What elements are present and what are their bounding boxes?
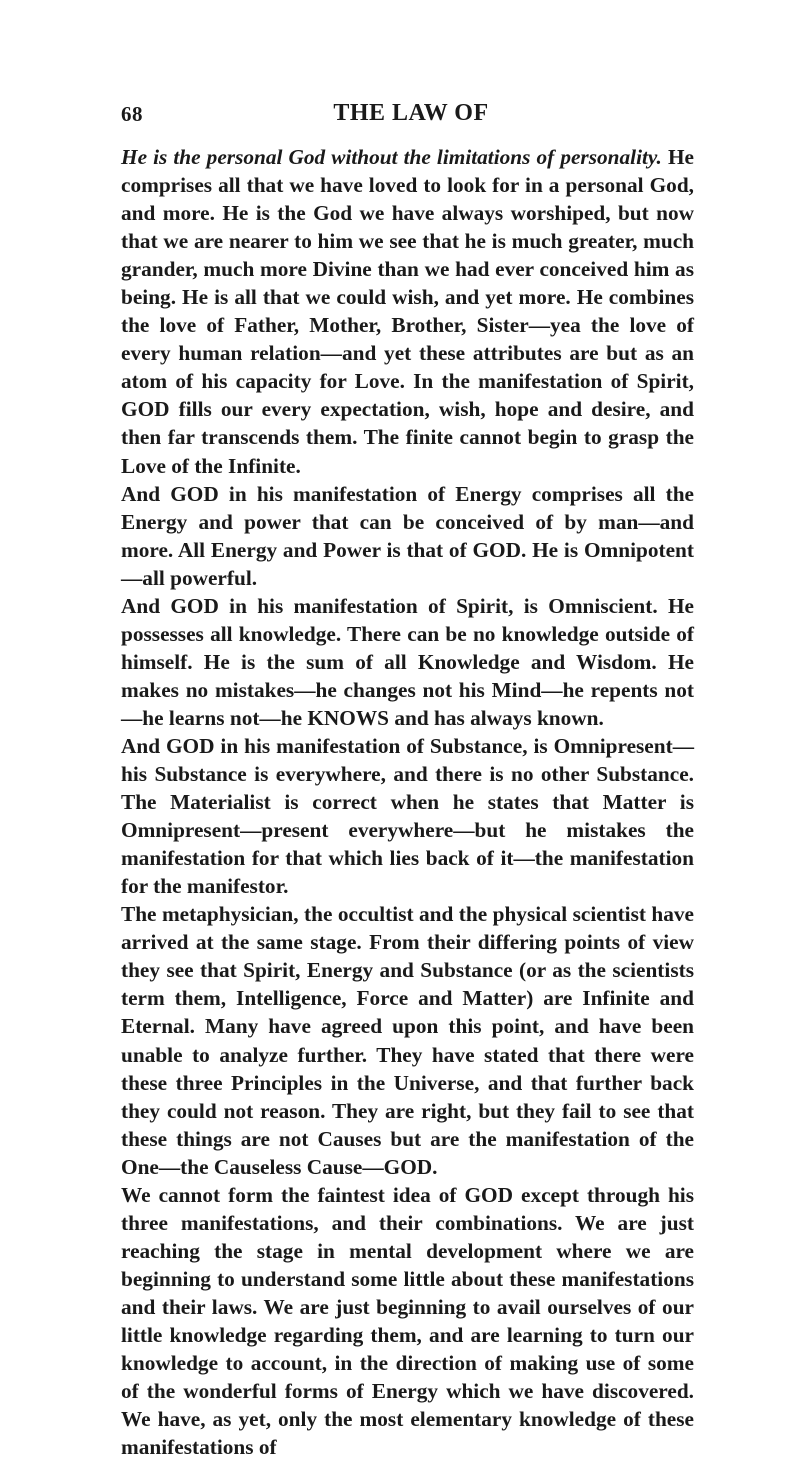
paragraph: We cannot form the faintest idea of GOD except through his three manifestations, and their combinations. We are just reaching the stage in mental development where we are beginning to understand some little about these manifestations and their laws. We are just beginning to avail ourselves of our little knowledge regarding them, and are learning to turn our knowledge to account, in the direction of making use of some of the wonderful forms of Energy which we have discovered. We have, as yet, only the most elementary knowledge of these manifestations of — [121, 1182, 694, 1460]
page-number: 68 — [121, 102, 143, 126]
paragraph: And GOD in his manifestation of Energy comprises all the Energy and power that can be conceived of by man—and more. All Energy and Power is that of GOD. He is Omnipotent—all powerful. — [121, 481, 694, 590]
paragraph: And GOD in his manifestation of Substance, is Omnipresent—his Substance is everywhere, and there is no other Substance. The Materialist is correct when he states that Matter is Omnipresent—present everywhere—but he mistakes the manifestation for that which lies back of it—the manifestation for the manifestor. — [121, 733, 694, 899]
paragraph: And GOD in his manifestation of Spirit, is Omniscient. He possesses all knowledge. There can be no knowledge outside of himself. He is the sum of all Knowledge and Wisdom. He makes no mistakes—he changes not his Mind—he repents not—he learns not—he KNOWS and has always known. — [121, 593, 694, 730]
body-text — [121, 143, 694, 1461]
paragraph — [121, 143, 694, 480]
italic-lead-sentence: He is the personal God without the limitations of personality. — [121, 145, 662, 169]
running-title: THE LAW OF — [333, 100, 489, 126]
paragraph: The metaphysician, the occultist and the physical scientist have arrived at the same stage. From their differing points of view they see that Spirit, Energy and Substance (or as the scientists term them, Intelligence, Force and Matter) are Infinite and Eternal. Many have agreed upon this point, and have been unable to analyze further. They have stated that there were these three Principles in the Universe, and that further back they could not reason. They are right, but they fail to see that these things are not Causes but are the manifestation of the One—the Causeless Cause—GOD. — [121, 902, 694, 1179]
paragraph-text: He comprises all that we have loved to look for in a personal God, and more. He is the God we have always worshiped, but now that we are nearer to him we see that he is much greater, much grander, much more Divine than we had ever conceived him as being. He is all that we could wish, and yet more. He combines the love of Father, Mother, Brother, Sister—yea the love of every human relation—and yet these attributes are but as an atom of his capacity for Love. In the manifestation of Spirit, GOD fills our every expectation, wish, hope and desire, and then far transcends them. The finite cannot begin to grasp the Love of the Infinite. — [121, 145, 694, 478]
running-head — [0, 100, 800, 130]
